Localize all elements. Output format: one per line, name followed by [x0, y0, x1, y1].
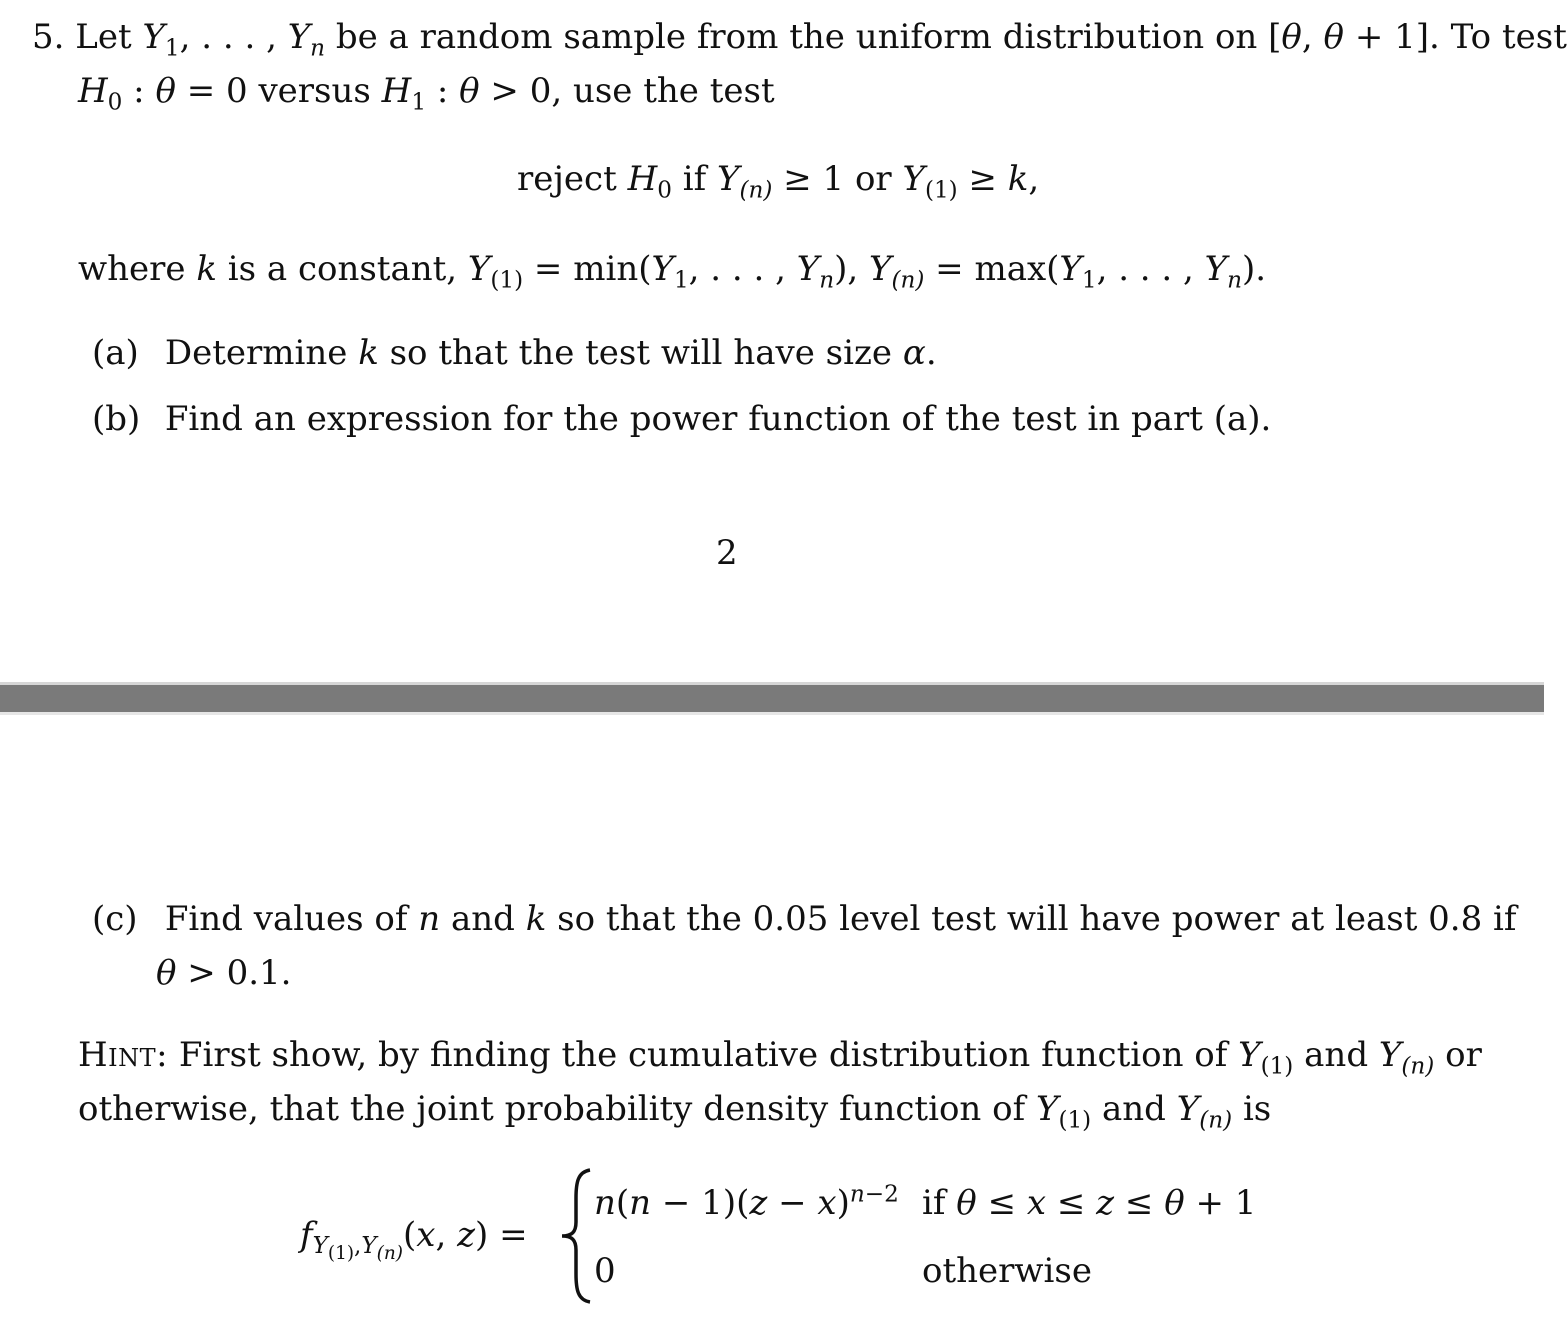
page-divider — [0, 685, 1544, 712]
joint-pdf-lhs: $f_{Y_{(1)},Y_{(n)}}(x$, z) = — [300, 1215, 528, 1265]
case-2-expression: 0 — [594, 1251, 616, 1291]
problem-line-2: $H_0$ : θ = 0 versus $H_1$ : θ > 0, use the test — [78, 71, 775, 116]
case-2-condition: otherwise — [922, 1251, 1092, 1291]
hint-label: Hint: — [78, 1035, 169, 1075]
part-b-label: (b) — [92, 399, 141, 439]
part-c-label: (c) — [92, 899, 138, 939]
part-a-label: (a) — [92, 333, 139, 373]
alt-hypothesis: $H_1$ — [381, 71, 427, 116]
page-divider-bottom — [0, 712, 1544, 715]
problem-number: 5. — [32, 17, 65, 57]
hint-line-2: otherwise, that the joint probability density function of $Y_{(1)}$ and $Y_{(n)}$ is — [78, 1089, 1272, 1134]
support-interval: [θ, θ + 1]. — [1268, 17, 1440, 57]
hint-line-1: Hint: First show, by finding the cumulative distribution function of $Y_{(1)}$ and $Y_{(n)}$ or — [78, 1035, 1482, 1080]
case-1-expression: $n(n - 1)(z - x)^{n-2}$ — [594, 1181, 899, 1223]
case-1-condition: if θ ≤ x ≤ z ≤ θ + 1 — [922, 1183, 1257, 1223]
sample-variables: $Y_1$, . . . , $Y_n$ — [142, 17, 326, 62]
part-c-line-2: θ > 0.1. — [156, 953, 292, 993]
cases-brace — [556, 1168, 596, 1304]
problem-line-1: 5. Let $Y_1$, . . . , $Y_n$ be a random sample from the uniform distribution on [θ, θ + 1]. To test — [32, 17, 1567, 62]
rejection-rule: reject $H_0$ if $Y_{(n)} \ge 1$ or $Y_{(1)} \ge k$, — [517, 159, 1040, 204]
page-number: 2 — [716, 533, 738, 573]
null-hypothesis: $H_0$ — [78, 71, 123, 116]
part-a: (a) Determine k so that the test will have size α. — [92, 333, 937, 373]
part-b: (b) Find an expression for the power function of the test in part (a). — [92, 399, 1272, 439]
definitions-line: where k is a constant, $Y_{(1)} = \min(Y_1$, . . . , $Y_n$), $Y_{(n)} = \max(Y_1$, . . . , $Y_n$). — [78, 249, 1267, 294]
part-c-line-1: (c) Find values of n and k so that the 0.05 level test will have power at least 0.8 if — [92, 899, 1517, 939]
